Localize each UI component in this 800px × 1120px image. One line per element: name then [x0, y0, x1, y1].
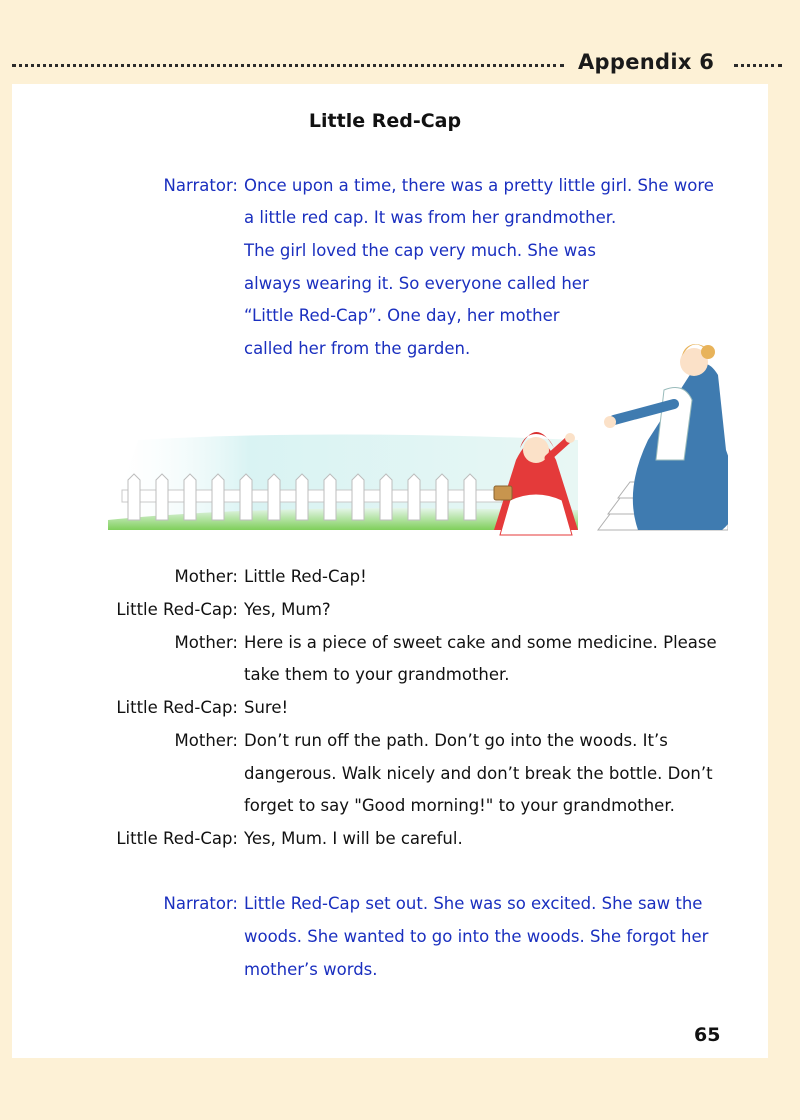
- dialogue-line: Little Red-Cap!: [244, 567, 367, 586]
- header-dotted-rule-left: [12, 64, 564, 67]
- narrator-line: Once upon a time, there was a pretty little girl. She wore: [244, 176, 714, 195]
- narrator-line: Little Red-Cap set out. She was so excited. She saw the: [244, 894, 703, 913]
- dialogue-line: Here is a piece of sweet cake and some medicine. Please: [244, 633, 717, 652]
- dialogue-speaker-red-cap: Little Red-Cap:: [116, 600, 238, 619]
- dialogue-speaker-mother: Mother:: [174, 731, 238, 750]
- header-dotted-rule-right: [734, 64, 782, 67]
- narrator-line: “Little Red-Cap”. One day, her mother: [244, 306, 560, 325]
- page-number: 65: [694, 1024, 721, 1046]
- dialogue-line: forget to say "Good morning!" to your grandmother.: [244, 796, 675, 815]
- appendix-label: Appendix 6: [578, 50, 715, 74]
- dialogue-speaker-red-cap: Little Red-Cap:: [116, 829, 238, 848]
- narrator-line: a little red cap. It was from her grandmother.: [244, 208, 617, 227]
- narrator-line: woods. She wanted to go into the woods. She forgot her: [244, 927, 709, 946]
- narrator-line: called her from the garden.: [244, 339, 471, 358]
- dialogue-line: Yes, Mum. I will be careful.: [244, 829, 463, 848]
- dialogue-speaker-mother: Mother:: [174, 633, 238, 652]
- narrator-line: always wearing it. So everyone called her: [244, 274, 589, 293]
- dialogue-speaker-red-cap: Little Red-Cap:: [116, 698, 238, 717]
- narrator-speaker-2: Narrator:: [163, 894, 238, 913]
- dialogue-speaker-mother: Mother:: [174, 567, 238, 586]
- dialogue-line: Yes, Mum?: [244, 600, 331, 619]
- dialogue-line: Sure!: [244, 698, 289, 717]
- illustration-red-cap-and-mother: [108, 330, 728, 550]
- narrator-line: mother’s words.: [244, 960, 378, 979]
- header-bar: [12, 50, 782, 80]
- narrator-line: The girl loved the cap very much. She was: [244, 241, 596, 260]
- dialogue-line: take them to your grandmother.: [244, 665, 510, 684]
- narrator-speaker-1: Narrator:: [163, 176, 238, 195]
- dialogue-line: dangerous. Walk nicely and don’t break the bottle. Don’t: [244, 764, 713, 783]
- dialogue-line: Don’t run off the path. Don’t go into the woods. It’s: [244, 731, 668, 750]
- story-title: Little Red-Cap: [308, 110, 462, 132]
